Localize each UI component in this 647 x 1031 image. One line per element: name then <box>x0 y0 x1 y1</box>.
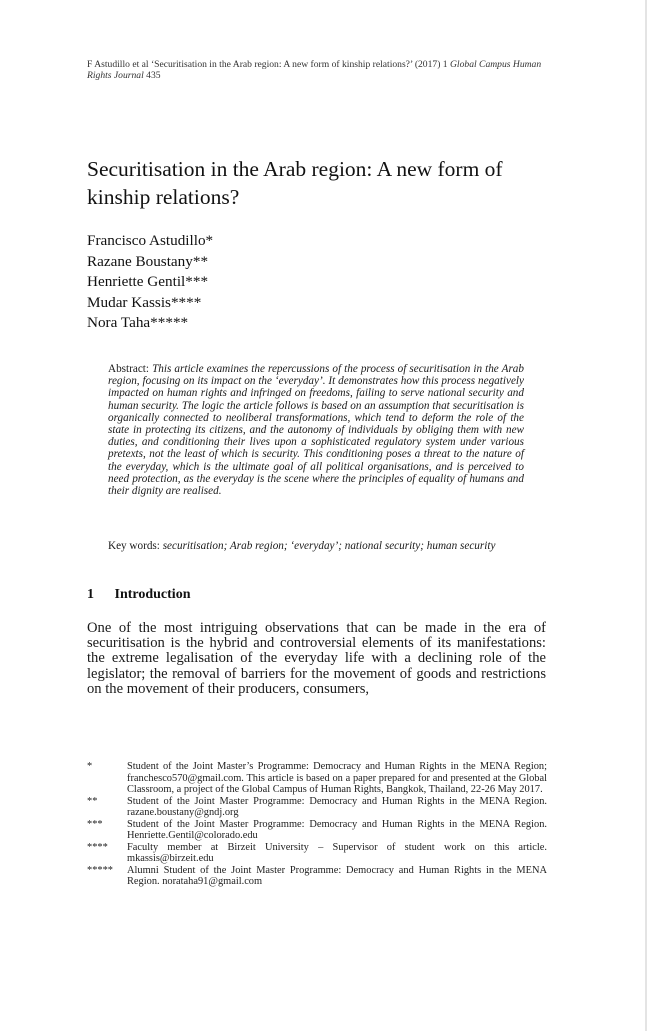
footnote-mark: ***** <box>87 864 113 876</box>
footnote-mark: *** <box>87 818 103 830</box>
author-name: Razane Boustany** <box>87 252 209 270</box>
footnote <box>87 842 547 865</box>
footnote <box>87 796 547 819</box>
author-name: Henriette Gentil*** <box>87 273 209 291</box>
section-title: Introduction <box>114 587 191 602</box>
author-name: Francisco Astudillo* <box>87 232 214 249</box>
article-title: Securitisation in the Arab region: A new form of kinship relations? <box>87 157 503 209</box>
footnote-mark: ** <box>87 795 98 807</box>
footnote <box>87 865 547 888</box>
keywords <box>108 540 524 553</box>
abstract <box>108 363 524 497</box>
footnote-text: Faculty member at Birzeit University – Supervisor of student work on this article. mkassis@birzeit.edu <box>127 841 547 864</box>
running-head-page: 435 <box>146 70 161 81</box>
footnote <box>87 761 547 796</box>
section-number: 1 <box>87 587 94 602</box>
footnote <box>87 819 547 842</box>
intro-paragraph: One of the most intriguing observations that can be made in the era of securitisation is the hybrid and controversial elements of its manifestations: the extreme legalisation of the everyday life with a declining role of the legislator; the removal of barriers for the movement of goods and restrictions on the movement of their producers, consumers, <box>87 620 546 697</box>
section-heading <box>87 586 190 604</box>
keywords-text: securitisation; Arab region; ‘everyday’; national security; human security <box>162 540 496 552</box>
author-name: Mudar Kassis**** <box>87 293 202 311</box>
author-name: Nora Taha***** <box>87 314 189 332</box>
footnote-mark: **** <box>87 841 108 853</box>
abstract-text: This article examines the repercussions of the process of securitisation in the Arab region, focusing on its impact on the ‘everyday’. It demonstrates how this process negatively impacted on human rights and infringed on freedoms, failing to serve national security and human security. The logic the article follows is based on an assumption that securitisation is organically connected to neoliberal transformations, which tend to deform the role of the state in protecting its citizens, and the autonomy of individuals by obliging them with new duties, and conditioning their lives upon a sophisticated regulatory system under various pretexts, not the least of which is security. This conditioning poses a threat to the nature of the everyday, which is the ultimate goal of all political organisations, and is perceived to need protection, as the everyday is the scene where the principles of equality of humans and their dignity are realised. <box>108 363 524 498</box>
footnote-text: Student of the Joint Master Programme: Democracy and Human Rights in the MENA Region. Henriette.Gentil@colorado.edu <box>127 818 547 841</box>
footnote-mark: * <box>87 761 93 772</box>
running-head-text: F Astudillo et al ‘Securitisation in the Arab region: A new form of kinship relations?’ (2017) 1 <box>87 59 448 70</box>
footnote-text: Alumni Student of the Joint Master Programme: Democracy and Human Rights in the MENA Region. norataha91@gmail.com <box>127 864 547 887</box>
keywords-label: Key words: <box>108 540 160 552</box>
footnote-text: Student of the Joint Master Programme: Democracy and Human Rights in the MENA Region. razane.boustany@gndj.org <box>127 795 547 818</box>
footnote-text: Student of the Joint Master’s Programme: Democracy and Human Rights in the MENA Region; franchesco570@gmail.com. This article is based on a paper prepared for and presented at the Global Classroom, a project of the Global Campus of Human Rights, Bangkok, Thailand, 22-26 May 2017. <box>127 761 547 795</box>
footnotes <box>87 761 547 888</box>
running-head-journal: Global Campus Human Rights Journal <box>87 59 542 81</box>
abstract-label: Abstract: <box>108 363 150 375</box>
author-list <box>87 231 213 334</box>
running-head <box>87 59 547 81</box>
